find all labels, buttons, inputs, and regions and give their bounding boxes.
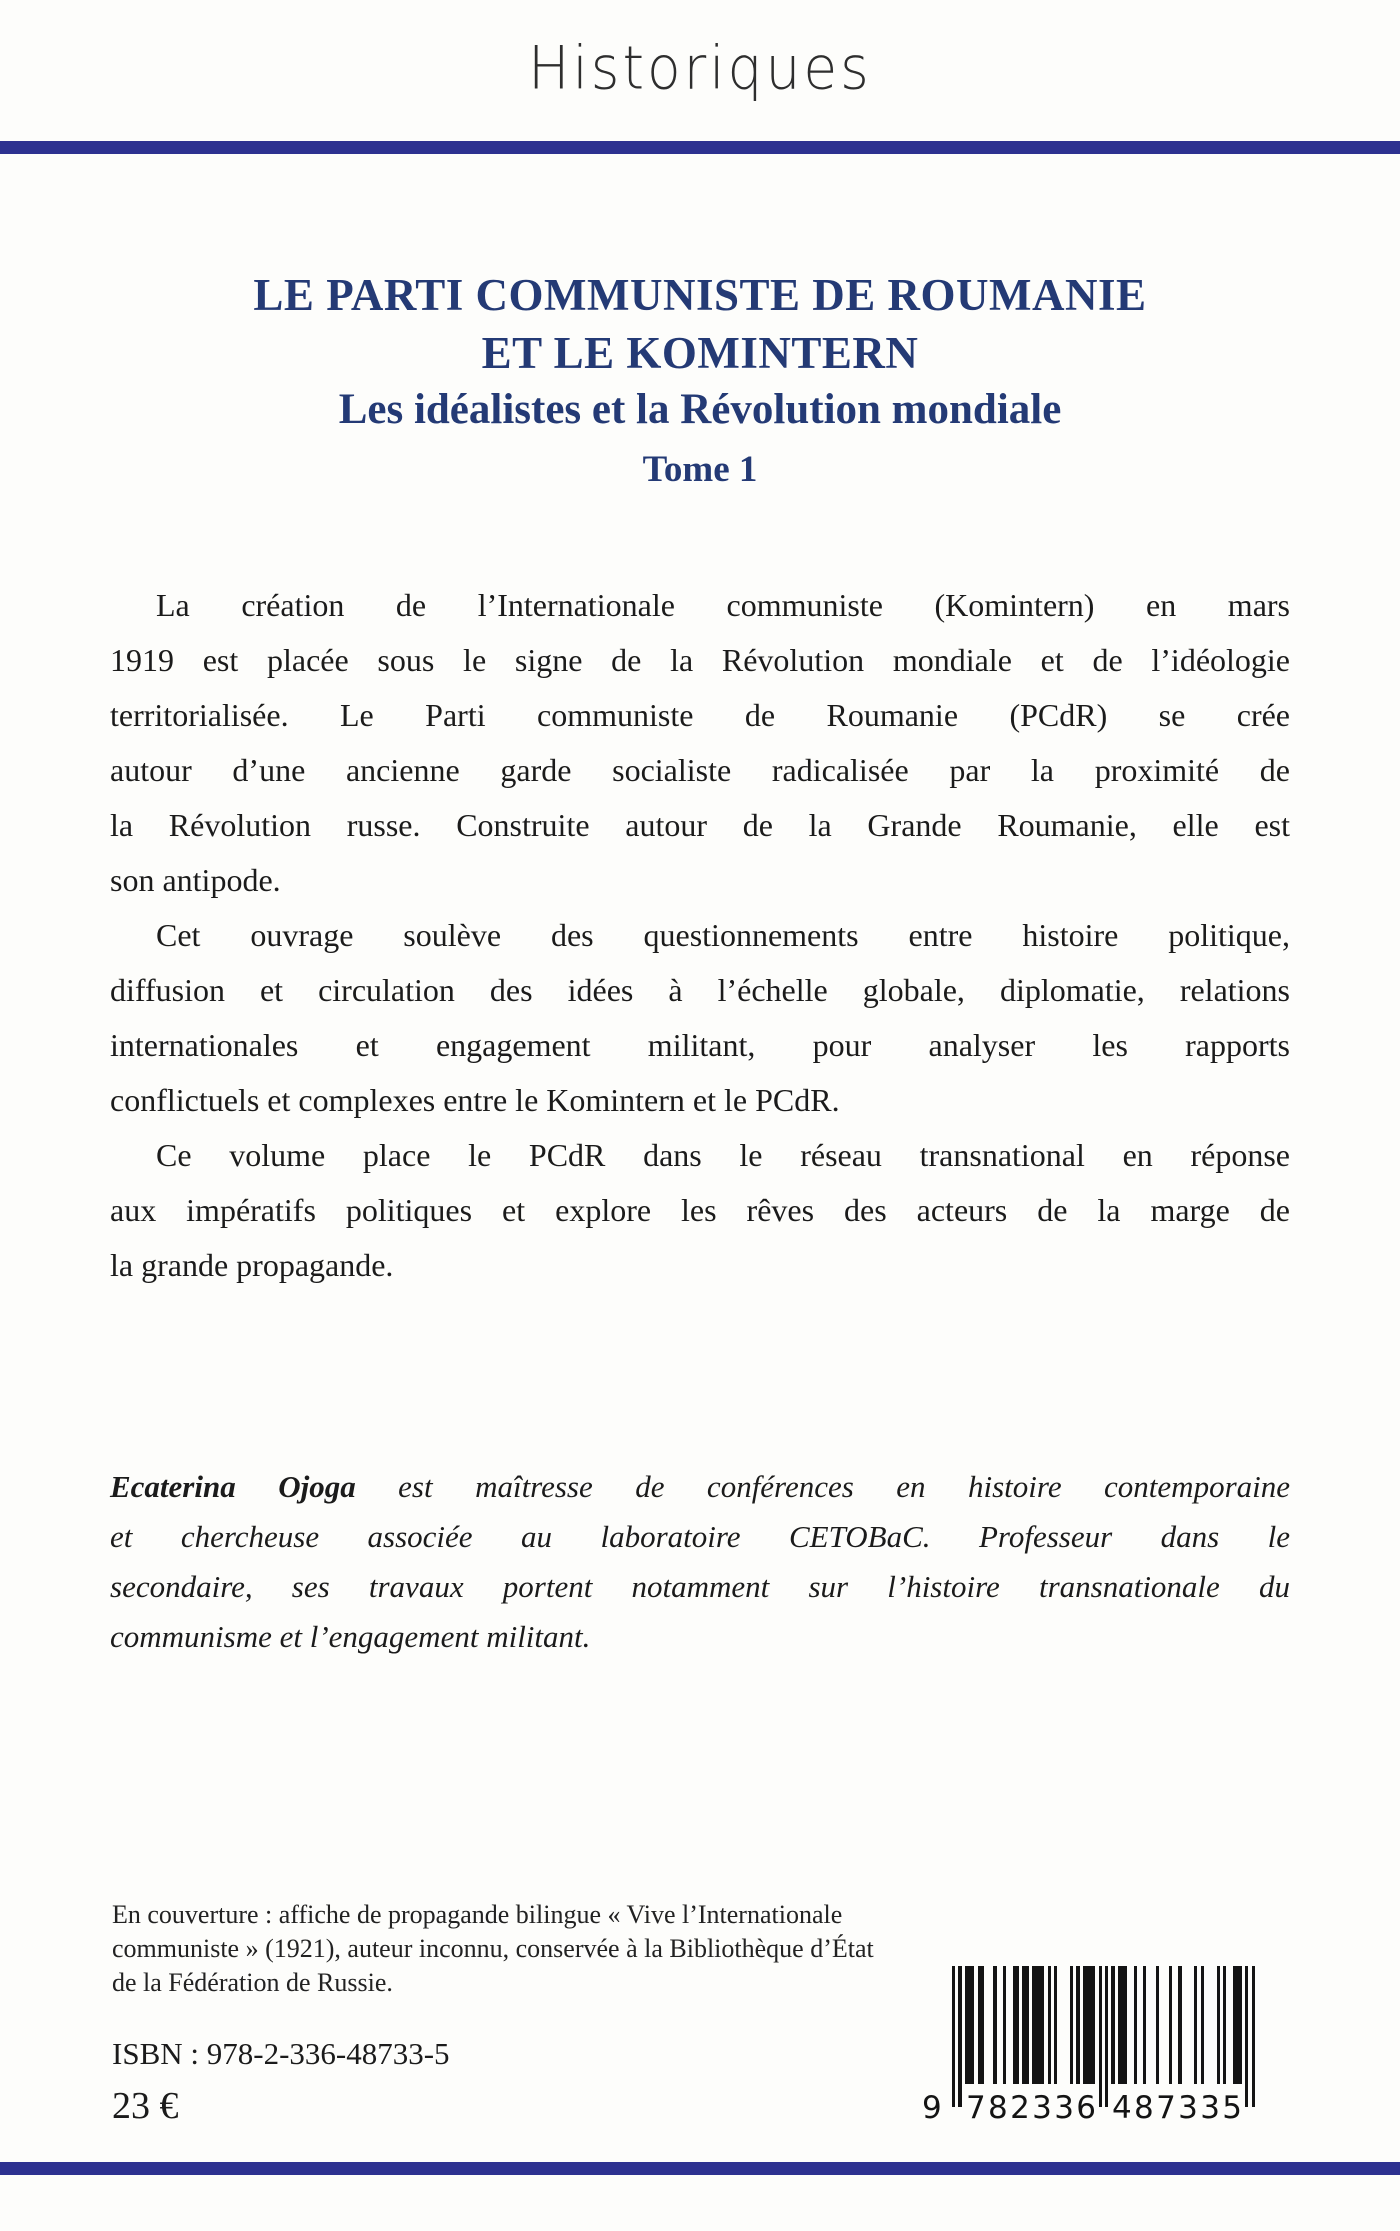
cover-credit bbox=[112, 1898, 912, 2000]
bio-line: communisme et l’engagement militant. bbox=[110, 1619, 591, 1654]
barcode-digit-first: 9 bbox=[922, 2090, 942, 2126]
barcode-digit: 3 bbox=[1178, 2090, 1198, 2126]
title-block bbox=[0, 266, 1400, 488]
collection-logo: Historiques bbox=[528, 33, 872, 103]
credit-line: En couverture : affiche de propagande bilingue « Vive l’Internationale bbox=[112, 1900, 843, 1929]
author-bio bbox=[110, 1462, 1290, 1662]
barcode-digit: 8 bbox=[1134, 2090, 1154, 2126]
top-rule bbox=[0, 141, 1400, 154]
synopsis-line: autour d’une ancienne garde socialiste radicalisée par la proximité de bbox=[110, 752, 1290, 788]
ean13-barcode bbox=[922, 1966, 1255, 2130]
barcode-digit: 3 bbox=[1032, 2090, 1052, 2126]
barcode-digit: 4 bbox=[1112, 2090, 1132, 2126]
synopsis-line: conflictuels et complexes entre le Komintern et le PCdR. bbox=[110, 1082, 840, 1118]
credit-line: communiste » (1921), auteur inconnu, conservée à la Bibliothèque d’État bbox=[112, 1934, 874, 1963]
barcode-digits-left bbox=[966, 2090, 1096, 2126]
isbn-label: ISBN : 978-2-336-48733-5 bbox=[112, 2036, 450, 2071]
synopsis-line: la Révolution russe. Construite autour de la Grande Roumanie, elle est bbox=[110, 807, 1290, 843]
synopsis-line: la grande propagande. bbox=[110, 1247, 394, 1283]
barcode-bars bbox=[952, 1966, 1255, 2107]
synopsis-line: Cet ouvrage soulève des questionnements entre histoire politique, bbox=[156, 917, 1290, 953]
bio-line: secondaire, ses travaux portent notamment sur l’histoire transnationale du bbox=[110, 1569, 1290, 1604]
bio-line: Ecaterina Ojoga est maîtresse de conférences en histoire contemporaine bbox=[110, 1469, 1291, 1504]
barcode-digit: 7 bbox=[1156, 2090, 1176, 2126]
author-name: Ecaterina Ojoga bbox=[110, 1469, 356, 1504]
barcode-digit: 8 bbox=[988, 2090, 1008, 2126]
volume-label: Tome 1 bbox=[642, 449, 758, 490]
barcode-digits bbox=[922, 2088, 1255, 2130]
barcode-digit: 3 bbox=[1054, 2090, 1074, 2126]
bottom-rule bbox=[0, 2162, 1400, 2175]
synopsis-line: diffusion et circulation des idées à l’échelle globale, diplomatie, relations bbox=[110, 972, 1290, 1008]
synopsis-line: 1919 est placée sous le signe de la Révolution mondiale et de l’idéologie bbox=[110, 642, 1290, 678]
barcode-digit: 3 bbox=[1200, 2090, 1220, 2126]
barcode-digits-right bbox=[1112, 2090, 1242, 2126]
barcode-digit: 6 bbox=[1076, 2090, 1096, 2126]
barcode-digit: 7 bbox=[966, 2090, 986, 2126]
synopsis-line: Ce volume place le PCdR dans le réseau transnational en réponse bbox=[156, 1137, 1290, 1173]
book-subtitle: Les idéalistes et la Révolution mondiale bbox=[338, 386, 1062, 433]
barcode-module bbox=[1252, 1966, 1255, 2107]
synopsis-line: son antipode. bbox=[110, 862, 281, 898]
bio-line: et chercheuse associée au laboratoire CETOBaC. Professeur dans le bbox=[110, 1519, 1290, 1554]
synopsis-line: internationales et engagement militant, pour analyser les rapports bbox=[110, 1027, 1290, 1063]
synopsis bbox=[110, 578, 1290, 1293]
price-label: 23 € bbox=[112, 2085, 179, 2127]
barcode-digit: 2 bbox=[1010, 2090, 1030, 2126]
credit-line: de la Fédération de Russie. bbox=[112, 1968, 393, 1997]
barcode-digit: 5 bbox=[1222, 2090, 1242, 2126]
book-title-line-2: ET LE KOMINTERN bbox=[481, 328, 919, 378]
synopsis-line: La création de l’Internationale communiste (Komintern) en mars bbox=[156, 587, 1290, 623]
synopsis-line: territorialisée. Le Parti communiste de Roumanie (PCdR) se crée bbox=[110, 697, 1290, 733]
book-title-line-1: LE PARTI COMMUNISTE DE ROUMANIE bbox=[253, 270, 1147, 320]
synopsis-line: aux impératifs politiques et explore les rêves des acteurs de la marge de bbox=[110, 1192, 1290, 1228]
